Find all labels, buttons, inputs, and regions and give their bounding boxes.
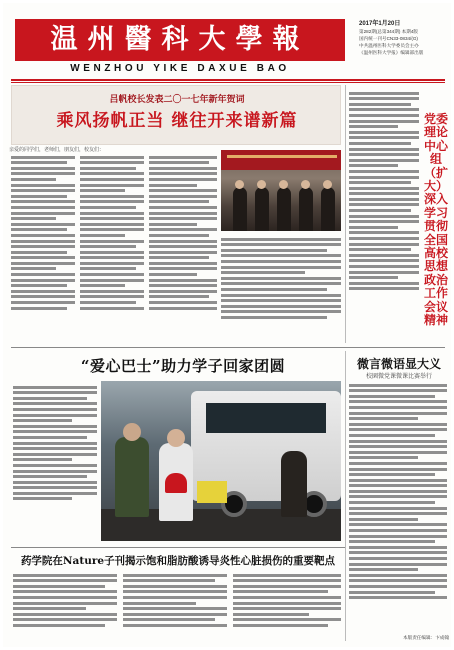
lead-column-2 <box>80 153 144 343</box>
bus-photo <box>101 381 341 541</box>
weixin-story-body <box>349 381 447 633</box>
lead-byline: 亲爱的同学们，老师们，朋友们，校友们： <box>9 147 105 153</box>
photo-stage-banner <box>221 150 341 170</box>
masthead-pinyin: WENZHOU YIKE DAXUE BAO <box>70 63 290 74</box>
bottom-column-2 <box>123 571 227 643</box>
lead-headline-box <box>11 85 341 145</box>
issue-line: 第282期(总第344期) 本期4版 <box>359 29 418 34</box>
weixin-story-title: 微言微语显大义 <box>356 357 441 371</box>
bus-story-body <box>13 383 97 539</box>
bus-story-title: “爱心巴士”助力学子回家团圆 <box>80 357 286 375</box>
masthead-banner <box>15 19 345 61</box>
lead-kicker: 吕帆校长发表二〇一七年新年贺词 <box>109 95 245 105</box>
issue-line: 中共温州医科大学委员会主办 <box>359 43 419 48</box>
issue-date: 2017年1月20日 <box>359 21 401 27</box>
vertical-story-body <box>349 89 419 343</box>
issue-line: 国内统一刊号CN33-0834/(G) <box>359 36 418 41</box>
bottom-column-1 <box>13 571 117 643</box>
section-rule <box>11 347 445 348</box>
lead-column-3 <box>149 153 217 343</box>
column-divider-lower <box>345 351 346 641</box>
issue-info <box>359 21 447 56</box>
editor-note: 本版责任编辑：卞成翰 <box>403 636 449 641</box>
lead-photo <box>221 150 341 231</box>
lead-column-1 <box>11 153 75 343</box>
column-divider <box>345 85 346 343</box>
vertical-story-title: 党委理论中心组（扩大）深入学习贯彻全国高校思想政治工作会议精神 <box>423 112 448 328</box>
newspaper-page <box>3 3 451 647</box>
masthead-rule-thin <box>11 82 445 83</box>
lead-column-4 <box>221 235 341 343</box>
lead-title: 乘风扬帆正当 继往开来谱新篇 <box>56 111 298 131</box>
bottom-section-rule <box>11 547 345 548</box>
masthead-title: 温州醫科大學報 <box>50 24 310 55</box>
masthead-rule <box>11 79 445 81</box>
weixin-story-subtitle: 校園微党课微课比赛举行 <box>365 373 432 380</box>
issue-line: 《温州医科大学报》编辑部出版 <box>359 50 424 55</box>
bottom-column-3 <box>233 571 341 643</box>
bottom-story-title: 药学院在Nature子刊揭示饱和脂肪酸诱导炎性心脏损伤的重要靶点 <box>20 555 336 567</box>
